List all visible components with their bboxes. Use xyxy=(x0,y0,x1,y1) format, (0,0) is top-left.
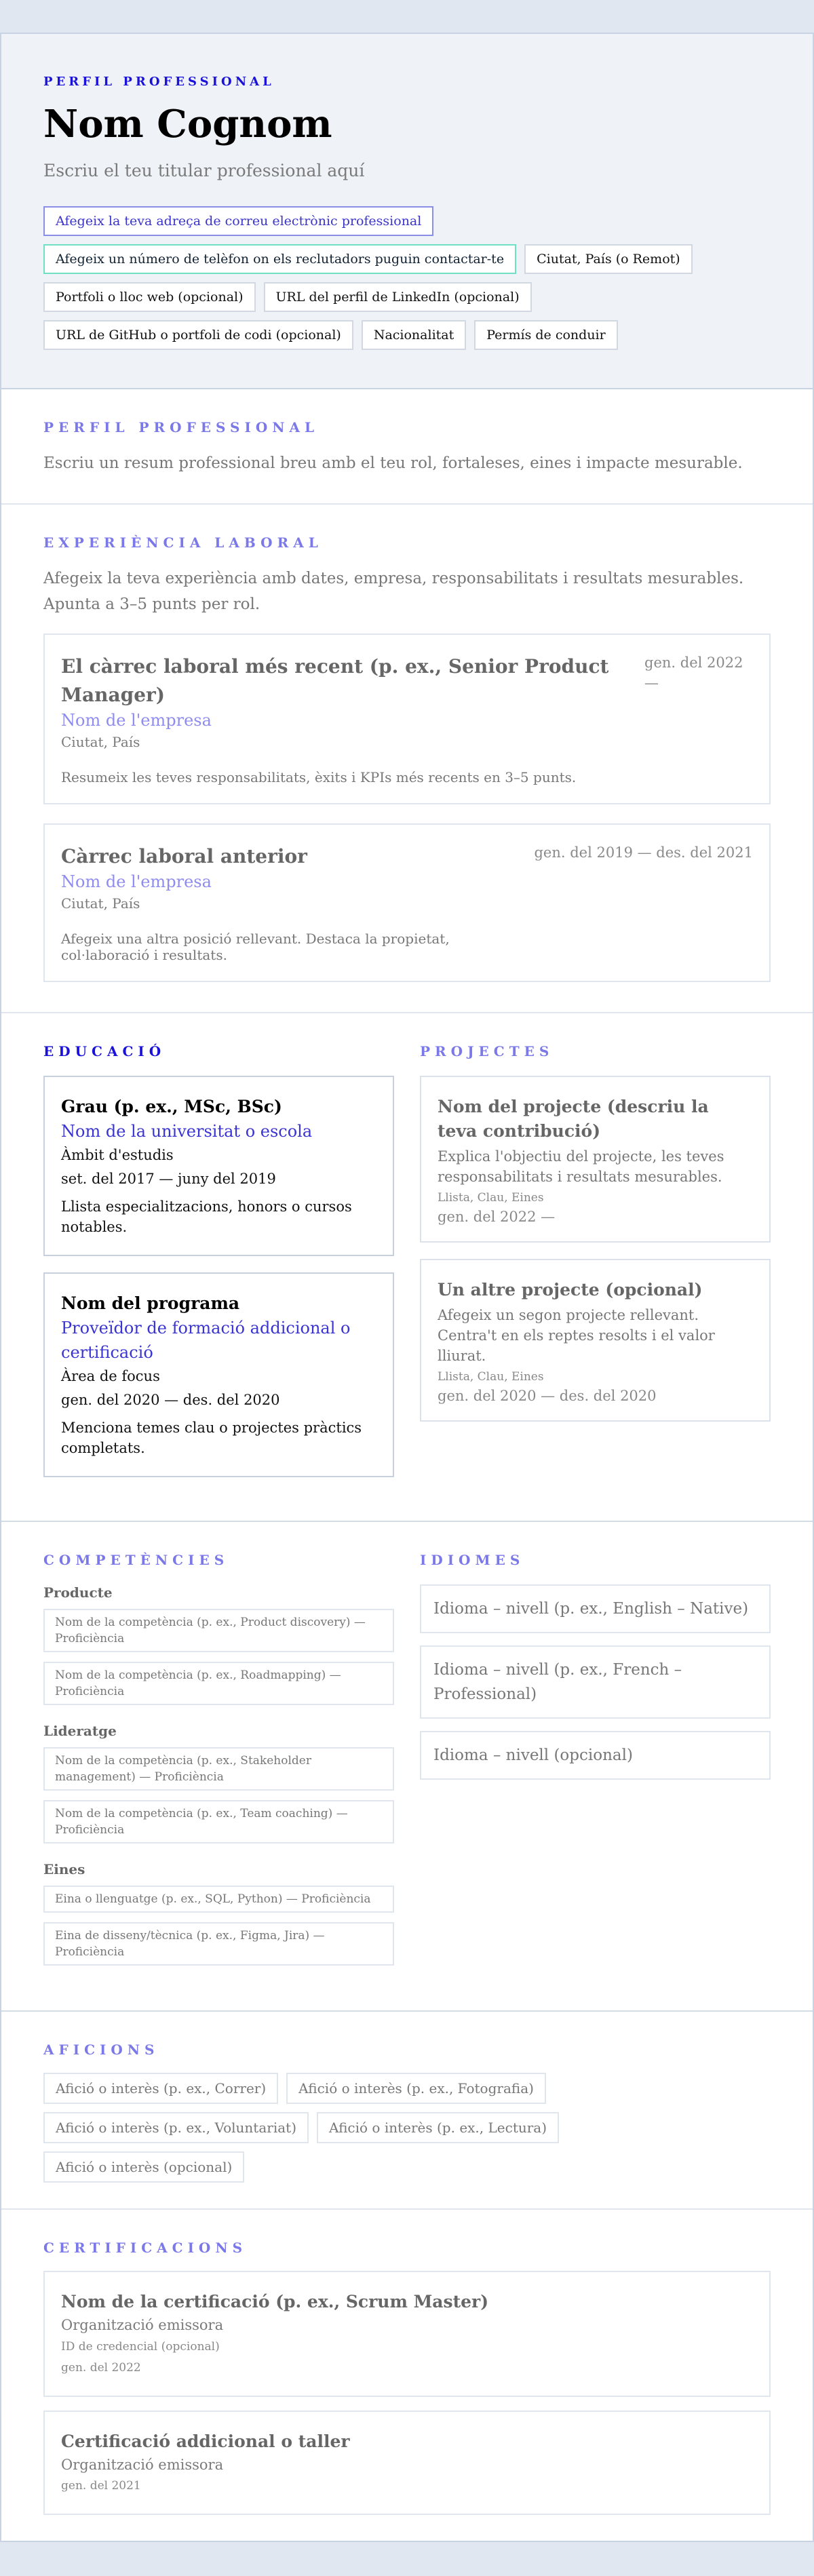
certification-date[interactable]: gen. del 2021 xyxy=(61,2478,141,2493)
job-card[interactable] xyxy=(43,633,771,804)
skill-group-title: Lideratge xyxy=(43,1722,117,1739)
education-card[interactable] xyxy=(43,1272,394,1477)
certification-date[interactable]: gen. del 2022 xyxy=(61,2360,141,2375)
resume-header xyxy=(1,34,813,389)
certification-org[interactable]: Organització emissora xyxy=(61,2316,224,2333)
project-tags[interactable]: Llista, Clau, Eines xyxy=(438,1369,544,1384)
education-description[interactable]: Menciona temes clau o projectes pràctics completats. xyxy=(61,1419,362,1456)
project-card[interactable] xyxy=(420,1259,771,1422)
project-tags[interactable]: Llista, Clau, Eines xyxy=(438,1190,544,1205)
skill-group xyxy=(43,1861,394,1966)
website-field[interactable]: Portfoli o lloc web (opcional) xyxy=(43,282,256,312)
job-title[interactable]: Càrrec laboral anterior xyxy=(61,844,307,867)
hobby-item[interactable]: Afició o interès (opcional) xyxy=(43,2151,244,2183)
summary-text[interactable]: Escriu un resum professional breu amb el teu rol, fortaleses, eines i impacte mesurable. xyxy=(43,454,743,472)
education-projects-row xyxy=(1,1013,813,1522)
skill-group-title: Producte xyxy=(43,1584,113,1601)
skill-item[interactable]: Eina de disseny/tècnica (p. ex., Figma, Jira) — Proficiència xyxy=(43,1922,394,1966)
experience-section xyxy=(1,505,813,1013)
skills-languages-row xyxy=(1,1522,813,2012)
certifications-section xyxy=(1,2210,813,2541)
nationality-field[interactable]: Nacionalitat xyxy=(362,320,466,350)
education-dates[interactable]: set. del 2017 — juny del 2019 xyxy=(61,1170,276,1187)
skill-item[interactable]: Nom de la competència (p. ex., Roadmapping) — Proficiència xyxy=(43,1662,394,1705)
section-title-languages: IDIOMES xyxy=(420,1551,525,1568)
project-card[interactable] xyxy=(420,1076,771,1243)
job-company[interactable]: Nom de l'empresa xyxy=(61,872,212,891)
school[interactable]: Nom de la universitat o escola xyxy=(61,1121,313,1141)
skill-group xyxy=(43,1723,394,1843)
hobby-item[interactable]: Afició o interès (p. ex., Correr) xyxy=(43,2073,278,2104)
project-description[interactable]: Explica l'objectiu del projecte, les teves responsabilitats i resultats mesurables. xyxy=(438,1148,724,1185)
degree[interactable]: Nom del programa xyxy=(61,1293,240,1313)
skill-item[interactable]: Eina o llenguatge (p. ex., SQL, Python) — Proficiència xyxy=(43,1886,394,1913)
hobby-list xyxy=(43,2073,771,2183)
location-field[interactable]: Ciutat, País (o Remot) xyxy=(524,244,693,274)
skills-section xyxy=(43,1552,394,1983)
language-item[interactable]: Idioma – nivell (p. ex., English – Native) xyxy=(420,1584,771,1633)
job-dates[interactable]: gen. del 2022 — xyxy=(644,654,743,691)
certification-card[interactable] xyxy=(43,2411,771,2515)
email-field[interactable]: Afegeix la teva adreça de correu electrònic professional xyxy=(43,206,433,236)
certification-card[interactable] xyxy=(43,2271,771,2397)
section-title-certifications: CERTIFICACIONS xyxy=(43,2239,248,2256)
language-item[interactable]: Idioma – nivell (p. ex., French – Professional) xyxy=(420,1645,771,1719)
field-of-study[interactable]: Àmbit d'estudis xyxy=(61,1146,174,1163)
section-title-skills: COMPETÈNCIES xyxy=(43,1551,229,1568)
section-title-summary: PERFIL PROFESSIONAL xyxy=(43,418,319,435)
hobbies-section xyxy=(1,2012,813,2210)
certification-name[interactable]: Certificació addicional o taller xyxy=(61,2431,350,2451)
education-section xyxy=(43,1043,394,1494)
certification-name[interactable]: Nom de la certificació (p. ex., Scrum Master) xyxy=(61,2291,489,2311)
certification-org[interactable]: Organització emissora xyxy=(61,2456,224,2473)
summary-section xyxy=(1,389,813,505)
skill-item[interactable]: Nom de la competència (p. ex., Team coaching) — Proficiència xyxy=(43,1800,394,1843)
job-location[interactable]: Ciutat, País xyxy=(61,733,140,750)
section-title-education: EDUCACIÓ xyxy=(43,1042,166,1059)
school[interactable]: Proveïdor de formació addicional o certificació xyxy=(61,1318,351,1362)
section-title-hobbies: AFICIONS xyxy=(43,2041,159,2058)
linkedin-field[interactable]: URL del perfil de LinkedIn (opcional) xyxy=(264,282,532,312)
skill-item[interactable]: Nom de la competència (p. ex., Stakeholder management) — Proficiència xyxy=(43,1747,394,1791)
license-field[interactable]: Permís de conduir xyxy=(474,320,617,350)
github-field[interactable]: URL de GitHub o portfoli de codi (opcional) xyxy=(43,320,353,350)
skill-item[interactable]: Nom de la competència (p. ex., Product discovery) — Proficiència xyxy=(43,1609,394,1652)
skill-group-title: Eines xyxy=(43,1860,85,1877)
job-card[interactable] xyxy=(43,823,771,982)
project-name[interactable]: Un altre projecte (opcional) xyxy=(438,1279,703,1300)
project-dates[interactable]: gen. del 2020 — des. del 2020 xyxy=(438,1387,657,1404)
section-title-projects: PROJECTES xyxy=(420,1042,554,1059)
field-of-study[interactable]: Àrea de focus xyxy=(61,1367,160,1384)
credential-id[interactable]: ID de credencial (opcional) xyxy=(61,2339,220,2354)
job-dates[interactable]: gen. del 2019 — des. del 2021 xyxy=(534,844,753,861)
phone-field[interactable]: Afegeix un número de telèfon on els reclutadors puguin contactar-te xyxy=(43,244,516,274)
experience-intro: Afegeix la teva experiència amb dates, empresa, responsabilitats i resultats mesurables. Apunta a 3–5 punts per rol. xyxy=(43,569,744,613)
job-description[interactable]: Resumeix les teves responsabilitats, èxits i KPIs més recents en 3–5 punts. xyxy=(61,768,577,785)
education-card[interactable] xyxy=(43,1076,394,1256)
headline[interactable]: Escriu el teu titular professional aquí xyxy=(43,160,365,180)
languages-section xyxy=(420,1552,771,1983)
section-title-experience: EXPERIÈNCIA LABORAL xyxy=(43,534,323,551)
full-name[interactable]: Nom Cognom xyxy=(43,102,332,147)
education-dates[interactable]: gen. del 2020 — des. del 2020 xyxy=(61,1391,280,1408)
job-location[interactable]: Ciutat, País xyxy=(61,895,140,912)
hobby-item[interactable]: Afició o interès (p. ex., Voluntariat) xyxy=(43,2112,309,2143)
project-name[interactable]: Nom del projecte (descriu la teva contribució) xyxy=(438,1096,709,1141)
project-description[interactable]: Afegeix un segon projecte rellevant. Centra't en els reptes resolts i el valor lliurat. xyxy=(438,1306,715,1364)
language-item[interactable]: Idioma – nivell (opcional) xyxy=(420,1731,771,1780)
hobby-item[interactable]: Afició o interès (p. ex., Lectura) xyxy=(317,2112,559,2143)
degree[interactable]: Grau (p. ex., MSc, BSc) xyxy=(61,1096,282,1116)
hobby-item[interactable]: Afició o interès (p. ex., Fotografia) xyxy=(286,2073,546,2104)
job-description[interactable]: Afegeix una altra posició rellevant. Destaca la propietat, col·laboració i resultats. xyxy=(61,930,450,963)
resume-page xyxy=(0,33,814,2542)
contact-chips xyxy=(43,206,771,350)
skill-group xyxy=(43,1584,394,1705)
project-dates[interactable]: gen. del 2022 — xyxy=(438,1208,556,1225)
job-company[interactable]: Nom de l'empresa xyxy=(61,710,212,730)
education-description[interactable]: Llista especialitzacions, honors o cursos notables. xyxy=(61,1198,352,1235)
job-title[interactable]: El càrrec laboral més recent (p. ex., Senior Product Manager) xyxy=(61,655,609,706)
projects-section xyxy=(420,1043,771,1494)
header-eyebrow: PERFIL PROFESSIONAL xyxy=(43,75,275,89)
